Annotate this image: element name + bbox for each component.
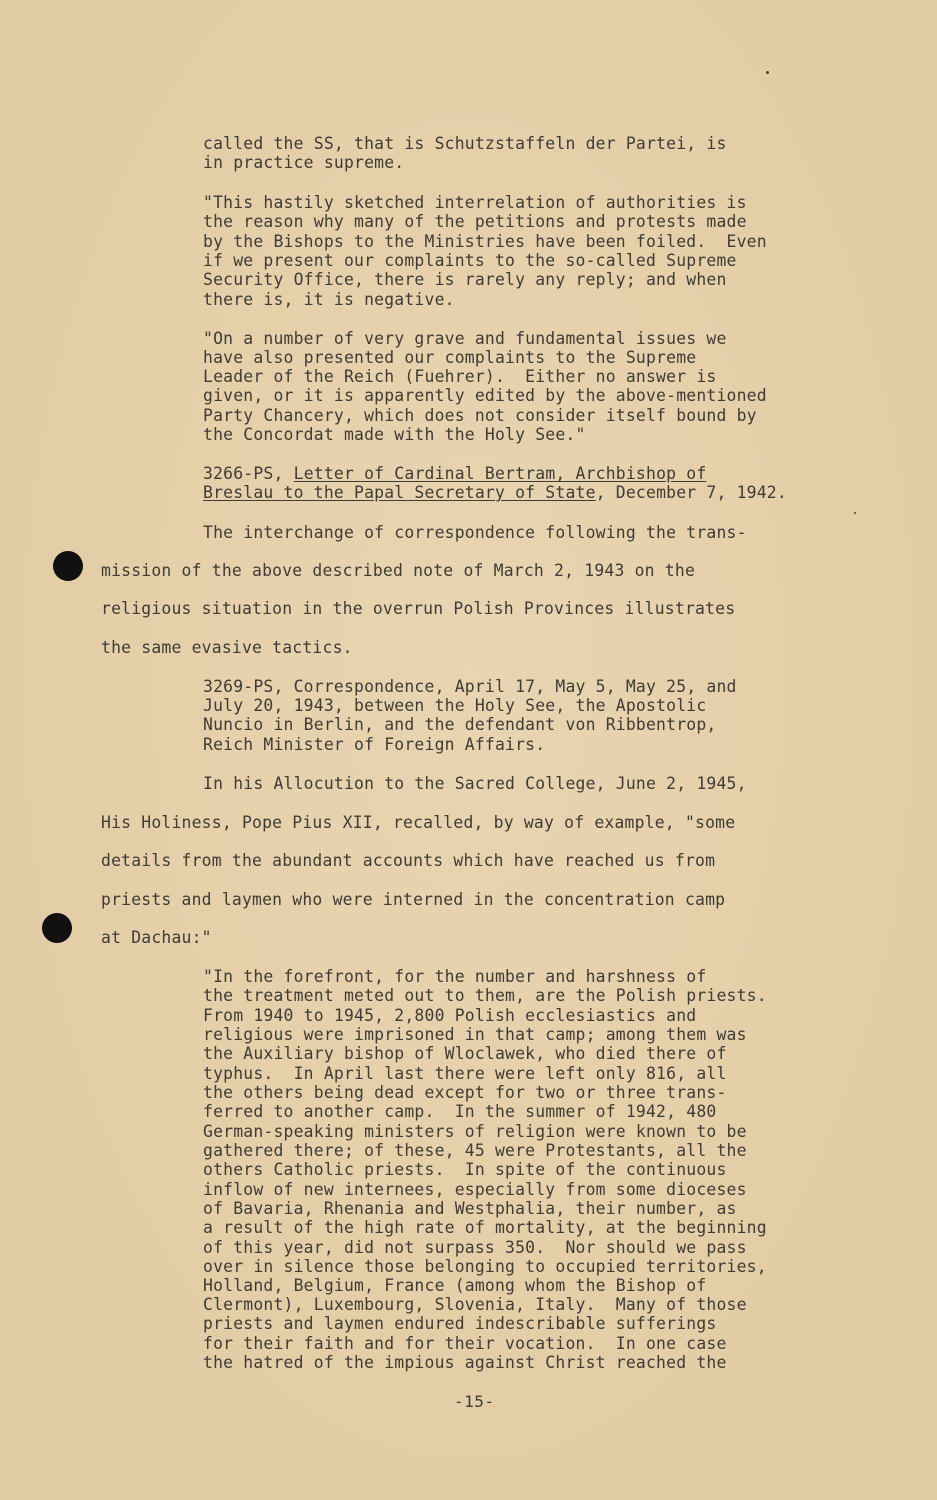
quote-line: of Bavaria, Rhenania and Westphalia, their number, as (203, 1199, 737, 1218)
quote-line: over in silence those belonging to occupied territories, (203, 1257, 767, 1276)
citation-line: Nuncio in Berlin, and the defendant von Ribbentrop, (203, 715, 717, 734)
quote-line: priests and laymen endured indescribable sufferings (203, 1314, 717, 1333)
quote-line: given, or it is apparently edited by the above-mentioned (203, 386, 767, 405)
page-number: -15- (454, 1392, 495, 1411)
body-line: mission of the above described note of March 2, 1943 on the (101, 561, 696, 580)
citation-line: July 20, 1943, between the Holy See, the Apostolic (203, 696, 707, 715)
quote-line: the reason why many of the petitions and protests made (203, 212, 747, 231)
body-line: religious situation in the overrun Polish Provinces illustrates (101, 599, 736, 618)
quote-line: typhus. In April last there were left only 816, all (203, 1064, 727, 1083)
body-line: at Dachau:" (101, 928, 212, 947)
quote-line: Security Office, there is rarely any reply; and when (203, 270, 727, 289)
body-line: The interchange of correspondence following the trans- (203, 523, 747, 542)
quote-line: From 1940 to 1945, 2,800 Polish ecclesiastics and (203, 1006, 697, 1025)
opening-line: called the SS, that is Schutzstaffeln der Partei, is (203, 134, 727, 153)
quote-line: "In the forefront, for the number and harshness of (203, 967, 707, 986)
quote-line: German-speaking ministers of religion were known to be (203, 1122, 747, 1141)
quote-line: the hatred of the impious against Christ reached the (203, 1353, 727, 1372)
quote-line: Clermont), Luxembourg, Slovenia, Italy. Many of those (203, 1295, 747, 1314)
quote-line: others Catholic priests. In spite of the continuous (203, 1160, 727, 1179)
citation-title: Letter of Cardinal Bertram, Archbishop of (293, 464, 707, 483)
quote-line: a result of the high rate of mortality, at the beginning (203, 1218, 767, 1237)
quote-line: "On a number of very grave and fundamental issues we (203, 329, 727, 348)
quote-line: the others being dead except for two or three trans- (203, 1083, 727, 1102)
body-line: the same evasive tactics. (101, 638, 353, 657)
quote-line: have also presented our complaints to the Supreme (203, 348, 697, 367)
punch-hole-lower (42, 913, 72, 943)
quote-line: Holland, Belgium, France (among whom the Bishop of (203, 1276, 707, 1295)
paper-speck (854, 512, 856, 514)
quote-line: Leader of the Reich (Fuehrer). Either no answer is (203, 367, 717, 386)
quote-line: by the Bishops to the Ministries have been foiled. Even (203, 232, 767, 251)
punch-hole-upper (53, 551, 83, 581)
body-line: priests and laymen who were interned in the concentration camp (101, 890, 726, 909)
quote-line: Party Chancery, which does not consider itself bound by (203, 406, 757, 425)
quote-line: if we present our complaints to the so-called Supreme (203, 251, 737, 270)
citation-line (203, 483, 787, 502)
citation-prefix: 3266-PS, (203, 464, 294, 483)
opening-line: in practice supreme. (203, 153, 405, 172)
body-line: His Holiness, Pope Pius XII, recalled, by way of example, "some (101, 813, 736, 832)
body-line: details from the abundant accounts which have reached us from (101, 851, 716, 870)
quote-line: religious were imprisoned in that camp; among them was (203, 1025, 747, 1044)
quote-line: there is, it is negative. (203, 290, 455, 309)
citation-title: Breslau to the Papal Secretary of State (203, 483, 596, 502)
citation-line (203, 464, 706, 483)
quote-line: the Auxiliary bishop of Wloclawek, who died there of (203, 1044, 727, 1063)
quote-line: for their faith and for their vocation. In one case (203, 1334, 727, 1353)
quote-line: inflow of new internees, especially from some dioceses (203, 1180, 747, 1199)
citation-date: , December 7, 1942. (595, 483, 787, 502)
citation-line: 3269-PS, Correspondence, April 17, May 5, May 25, and (203, 677, 737, 696)
quote-line: the Concordat made with the Holy See." (203, 425, 586, 444)
quote-line: ferred to another camp. In the summer of 1942, 480 (203, 1102, 717, 1121)
quote-line: gathered there; of these, 45 were Protestants, all the (203, 1141, 747, 1160)
citation-line: Reich Minister of Foreign Affairs. (203, 735, 546, 754)
paper-speck (766, 71, 769, 74)
quote-line: "This hastily sketched interrelation of authorities is (203, 193, 747, 212)
body-line: In his Allocution to the Sacred College, June 2, 1945, (203, 774, 747, 793)
quote-line: the treatment meted out to them, are the Polish priests. (203, 986, 767, 1005)
quote-line: of this year, did not surpass 350. Nor should we pass (203, 1238, 747, 1257)
